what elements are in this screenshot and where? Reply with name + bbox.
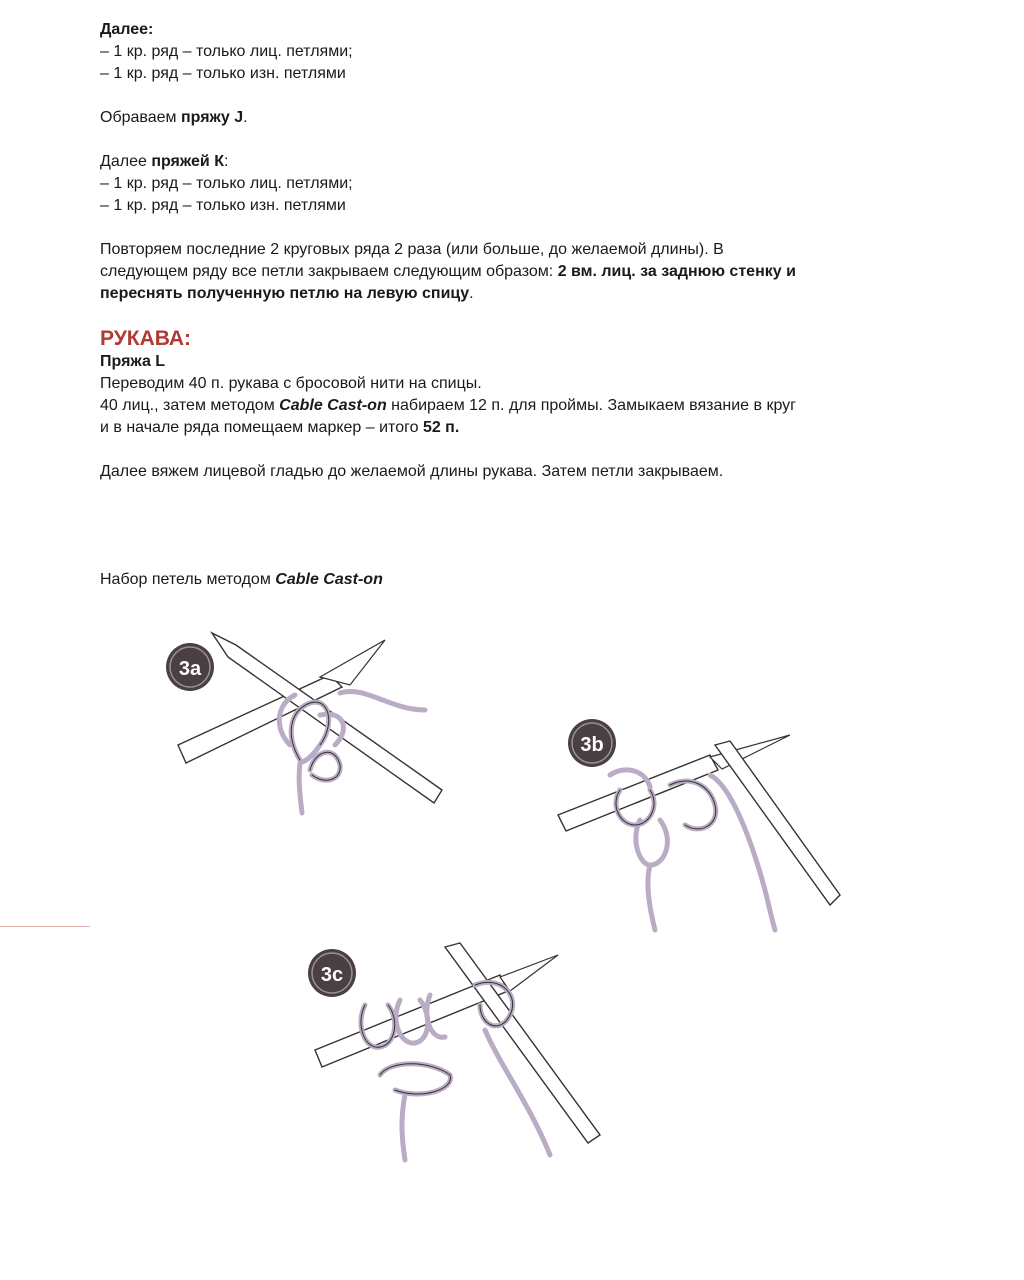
badge-3c: [308, 949, 356, 997]
yarn-l-label: Пряжа L: [100, 353, 166, 370]
sleeve-line-1: Переводим 40 п. рукава с бросовой нити на спицы.: [100, 375, 482, 392]
section-title-sleeves: РУКАВА:: [100, 327, 192, 350]
sleeve-line-4: Далее вяжем лицевой гладью до желаемой длины рукава. Затем петли закрываем.: [100, 463, 724, 480]
row-instruction-3: – 1 кр. ряд – только лиц. петлями;: [100, 175, 353, 192]
knitting-illustration-3c: [300, 935, 610, 1170]
row-instruction-4: – 1 кр. ряд – только изн. петлями: [100, 197, 346, 214]
knitting-illustration-3b: [550, 715, 850, 940]
svg-text:3b: 3b: [580, 734, 604, 756]
instructions-body: [100, 19, 960, 483]
figure-3c: [300, 935, 610, 1170]
yarn-j: пряжу J: [180, 109, 244, 126]
repeat-line-3-suffix: .: [469, 285, 474, 302]
cable-cast-on-term: Cable Cast-on: [279, 397, 387, 414]
dalee-heading: Далее:: [100, 21, 154, 38]
badge-3b: [568, 719, 616, 767]
repeat-line-2: [100, 261, 960, 283]
stitch-total: 52 п.: [422, 419, 460, 436]
sleeve-line-2: [100, 395, 960, 417]
figure-caption: [100, 569, 383, 591]
row-instruction-2: – 1 кр. ряд – только изн. петлями: [100, 65, 346, 82]
yarn-k: пряжей К: [151, 153, 224, 170]
sleeve-line-3-prefix: и в начале ряда помещаем маркер – итого: [100, 419, 423, 436]
margin-red-line: [0, 926, 90, 927]
cut-yarn-suffix: .: [243, 109, 248, 126]
sleeve-line-3: [100, 417, 960, 439]
repeat-line-3: [100, 283, 960, 305]
knitting-illustration-3a: [150, 615, 480, 830]
cut-yarn-line: [100, 107, 960, 129]
repeat-line-1: Повторяем последние 2 круговых ряда 2 раза (или больше, до желаемой длины). В: [100, 241, 724, 258]
svg-text:3c: 3c: [320, 964, 344, 986]
figure-3a: [150, 615, 480, 830]
next-yarn-suffix: :: [223, 153, 229, 170]
sleeve-line-2-suffix: набираем 12 п. для проймы. Замыкаем вязание в круг: [386, 397, 796, 414]
next-yarn-prefix: Далее: [100, 153, 152, 170]
repeat-line-2-text: следующем ряду все петли закрываем следующим образом:: [100, 263, 558, 280]
sleeve-line-2-prefix: 40 лиц., затем методом: [100, 397, 280, 414]
figure-3b: [550, 715, 850, 940]
caption-method: Cable Cast-on: [275, 571, 383, 588]
bind-off-instruction: 2 вм. лиц. за заднюю стенку и: [557, 263, 796, 280]
caption-prefix: Набор петель методом: [100, 571, 276, 588]
bind-off-instruction-cont: переснять полученную петлю на левую спицу: [100, 285, 470, 302]
cut-yarn-prefix: Обраваем: [100, 109, 181, 126]
badge-3a: [166, 643, 214, 691]
row-instruction-1: – 1 кр. ряд – только лиц. петлями;: [100, 43, 353, 60]
svg-text:3a: 3a: [178, 658, 202, 680]
next-yarn-line: [100, 151, 960, 173]
